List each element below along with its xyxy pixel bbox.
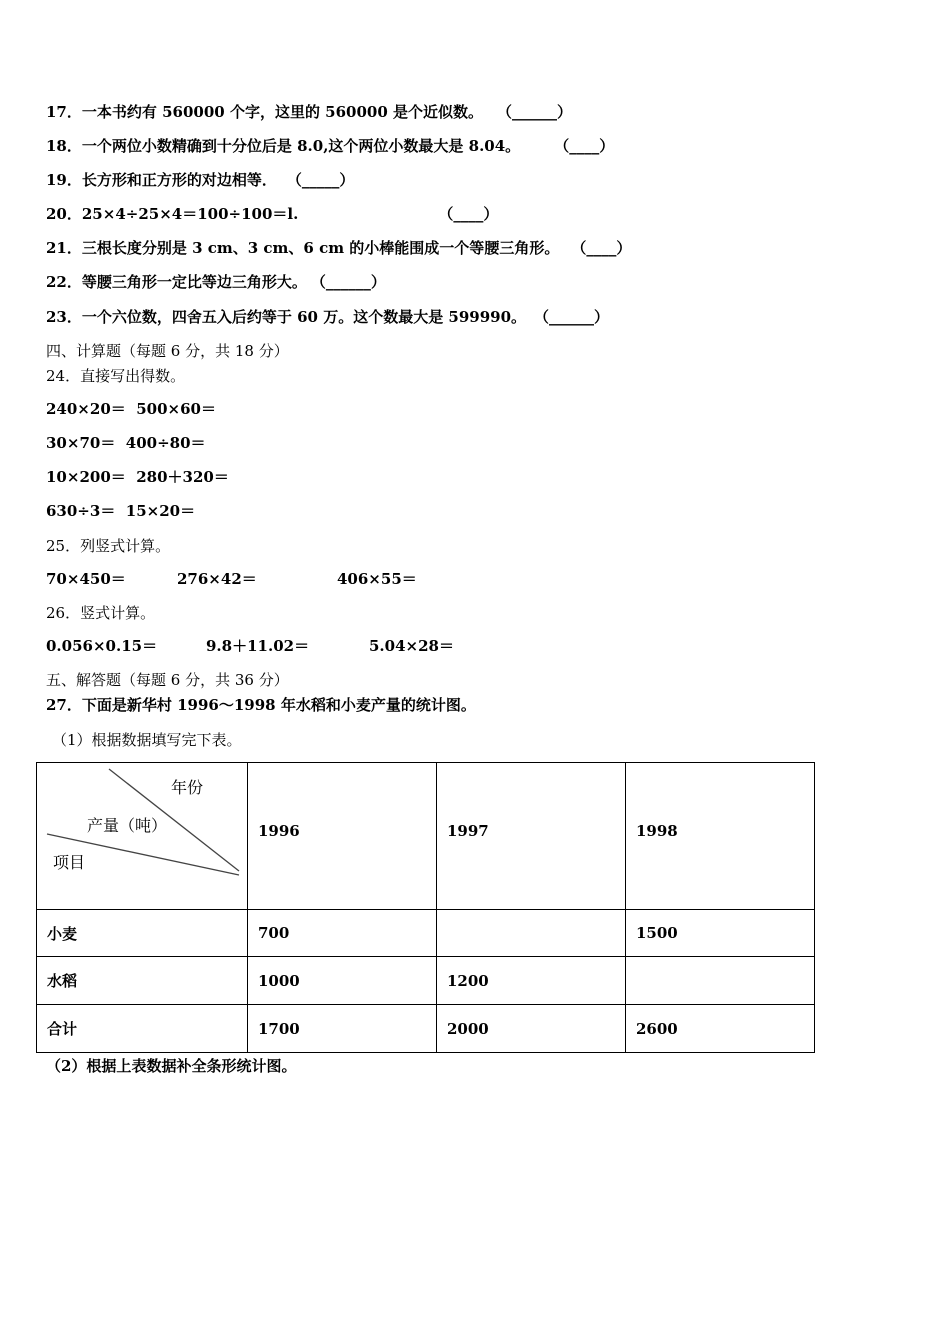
table-row [37,957,815,1005]
header-label-item: 项目 [53,853,86,872]
table-header-row [37,763,815,910]
calc-row: 10×200＝ 280＋320＝ [46,468,229,486]
question-26: 26．竖式计算。 [46,604,156,622]
answer-blank[interactable]: （____） [571,239,632,257]
row-label-rice: 水稻 [37,957,248,1005]
header-label-output: 产量（吨） [87,816,168,835]
year-header-1998: 1998 [626,763,815,910]
calc-row: 30×70＝ 400÷80＝ [46,434,206,452]
question-27-part-1: （1）根据数据填写完下表。 [52,731,242,749]
table-row [37,1005,815,1053]
answer-blank[interactable]: （_____） [286,171,355,189]
vertical-calc-item: 5.04×28＝ [369,637,454,655]
answer-blank[interactable]: （______） [497,103,573,121]
question-17: 17．一本书约有 560000 个字，这里的 560000 是个近似数。 （______） [46,103,573,121]
answer-blank[interactable]: （______） [534,308,610,326]
question-24: 24．直接写出得数。 [46,367,186,385]
section-4-title: 四、计算题（每题 6 分，共 18 分） [46,342,289,360]
vertical-calc-item: 276×42＝ [177,570,257,588]
question-21: 21．三根长度分别是 3 cm、3 cm、6 cm 的小棒能围成一个等腰三角形。 （____） [46,239,632,257]
question-27-part-2: （2）根据上表数据补全条形统计图。 [46,1057,297,1075]
header-label-year: 年份 [171,778,204,797]
vertical-calc-item: 9.8＋11.02＝ [206,637,310,655]
table-cell: 1200 [437,957,626,1005]
vertical-calc-item: 0.056×0.15＝ [46,637,158,655]
question-25: 25．列竖式计算。 [46,537,171,555]
question-19: 19．长方形和正方形的对边相等． （_____） [46,171,355,189]
vertical-calc-item: 406×55＝ [337,570,417,588]
table-cell-blank[interactable] [437,910,626,957]
question-22: 22．等腰三角形一定比等边三角形大。 （______） [46,273,386,291]
table-cell-blank[interactable] [626,957,815,1005]
answer-blank[interactable]: （______） [310,273,386,291]
calc-row: 630÷3＝ 15×20＝ [46,502,196,520]
table-cell: 2000 [437,1005,626,1053]
row-label-wheat: 小麦 [37,910,248,957]
year-header-1997: 1997 [437,763,626,910]
table-cell: 1700 [248,1005,437,1053]
vertical-calc-item: 70×450＝ [46,570,126,588]
question-20: 20．25×4÷25×4＝100÷100＝l. （____） [46,205,499,223]
question-18: 18．一个两位小数精确到十分位后是 8.0,这个两位小数最大是 8.04。 （____） [46,137,615,155]
table-row [37,910,815,957]
table-cell: 2600 [626,1005,815,1053]
calc-row: 240×20＝ 500×60＝ [46,400,216,418]
table-cell: 700 [248,910,437,957]
table-cell: 1000 [248,957,437,1005]
year-header-1996: 1996 [248,763,437,910]
row-label-total: 合计 [37,1005,248,1053]
question-27: 27．下面是新华村 1996～1998 年水稻和小麦产量的统计图。 [46,696,476,714]
section-5-title: 五、解答题（每题 6 分，共 36 分） [46,671,289,689]
answer-blank[interactable]: （____） [438,205,499,223]
table-cell: 1500 [626,910,815,957]
answer-blank[interactable]: （____） [554,137,615,155]
question-23: 23．一个六位数，四舍五入后约等于 60 万。这个数最大是 599990。 （______） [46,308,610,326]
production-table [36,762,815,1053]
diagonal-header-cell [37,763,248,910]
diagonal-lines [37,763,248,910]
